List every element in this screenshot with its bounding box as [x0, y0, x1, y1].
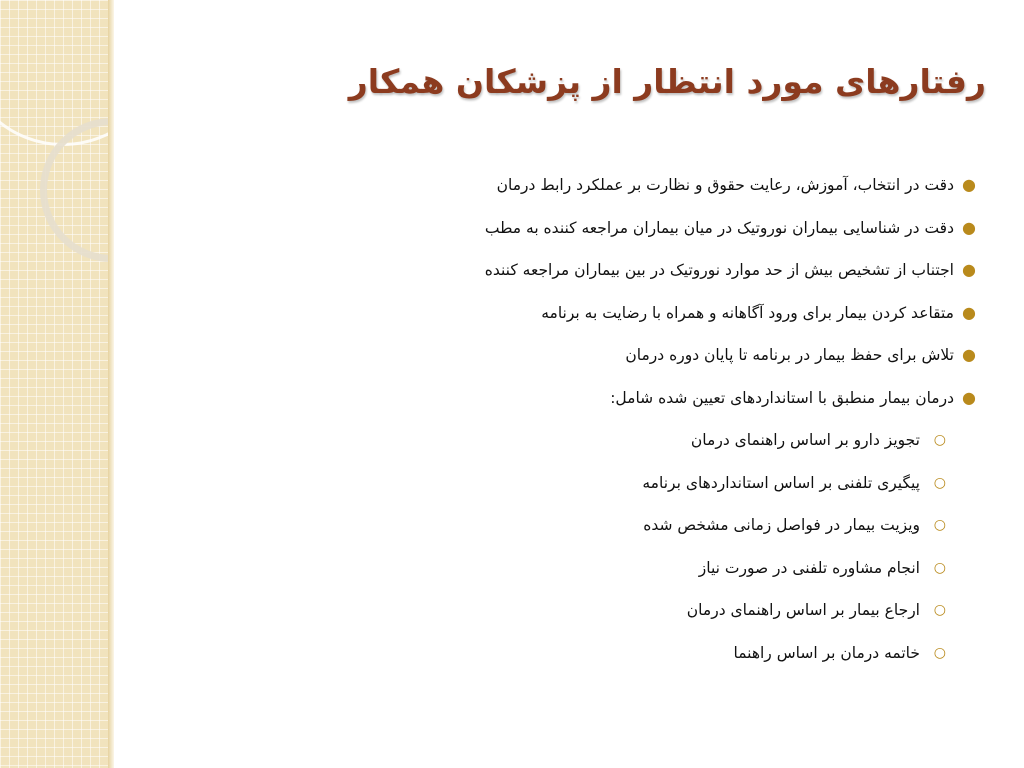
sub-bullet-text: انجام مشاوره تلفنی در صورت نیاز: [698, 558, 920, 577]
filled-circle-bullet-icon: ●: [962, 387, 976, 407]
sub-bullet-item: [194, 504, 954, 547]
sub-bullet-item: [194, 589, 954, 632]
bullet-item: [194, 207, 976, 250]
hollow-circle-bullet-icon: ○: [933, 517, 946, 533]
filled-circle-bullet-icon: ●: [962, 175, 976, 194]
slide-content: [194, 164, 976, 674]
bullet-item: [194, 377, 976, 420]
bullet-item: [194, 249, 976, 292]
hollow-circle-bullet-icon: ○: [933, 559, 946, 576]
bullet-text: متقاعد کردن بیمار برای ورود آگاهانه و همراه با رضایت به برنامه: [541, 303, 954, 322]
sub-bullet-text: ارجاع بیمار بر اساس راهنمای درمان: [686, 601, 920, 619]
bullet-item: [194, 164, 976, 207]
hollow-circle-bullet-icon: ○: [933, 432, 946, 448]
hollow-circle-bullet-icon: ○: [933, 644, 946, 661]
sub-bullet-item: [194, 419, 954, 462]
decorative-left-panel: [0, 0, 112, 768]
bullet-text: درمان بیمار منطبق با استانداردهای تعیین شده شامل:: [610, 388, 954, 407]
bullet-text: تلاش برای حفظ بیمار در برنامه تا پایان دوره درمان: [625, 346, 954, 364]
decorative-panel-edge: [108, 0, 114, 768]
bullet-text: اجتناب از تشخیص بیش از حد موارد نوروتیک در بین بیماران مراجعه کننده: [484, 261, 954, 279]
bullet-item: [194, 334, 976, 377]
filled-circle-bullet-icon: ●: [962, 302, 976, 322]
sub-bullet-item: [194, 547, 954, 590]
bullet-text: دقت در شناسایی بیماران نوروتیک در میان بیماران مراجعه کننده به مطب: [484, 218, 954, 237]
sub-bullet-text: تجویز دارو بر اساس راهنمای درمان: [690, 431, 920, 449]
sub-bullet-item: [194, 462, 954, 505]
slide-title: رفتارهای مورد انتظار از پزشکان همکار: [348, 62, 986, 101]
filled-circle-bullet-icon: ●: [962, 260, 976, 279]
sub-bullet-text: خاتمه درمان بر اساس راهنما: [733, 643, 920, 662]
hollow-circle-bullet-icon: ○: [933, 474, 946, 491]
bullet-item: [194, 292, 976, 335]
filled-circle-bullet-icon: ●: [962, 217, 976, 237]
sub-bullet-item: [194, 632, 954, 675]
bullet-text: دقت در انتخاب، آموزش، رعایت حقوق و نظارت بر عملکرد رابط درمان: [496, 176, 954, 194]
sub-bullet-text: ویزیت بیمار در فواصل زمانی مشخص شده: [643, 516, 920, 534]
filled-circle-bullet-icon: ●: [962, 345, 976, 364]
sub-bullet-text: پیگیری تلفنی بر اساس استانداردهای برنامه: [642, 473, 920, 492]
hollow-circle-bullet-icon: ○: [933, 602, 946, 618]
